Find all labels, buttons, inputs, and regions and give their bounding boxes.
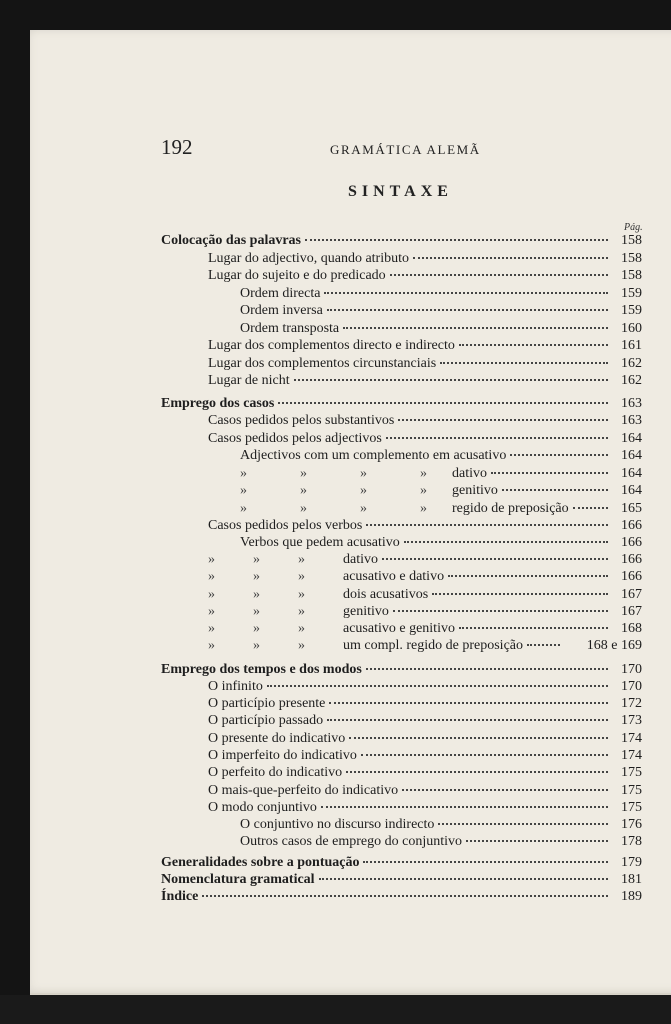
toc-entry [208,696,642,713]
dot-leader [327,719,608,721]
toc-entry [240,535,642,552]
toc-entry [208,356,642,373]
ditto-mark: » [300,466,307,481]
ditto-continuation [208,569,444,585]
toc-entry-label: Casos pedidos pelos adjectivos [208,431,382,446]
toc-entry [240,817,642,834]
toc-entry [161,872,642,889]
ditto-continuation [208,587,428,603]
dot-leader [413,257,608,259]
toc-entry-page: 168 [621,621,642,636]
toc-entry [208,679,642,696]
toc-entry [208,638,642,655]
toc-entry-label: dois acusativos [343,587,429,602]
toc-entry [208,731,642,748]
dot-leader [202,895,608,897]
toc-entry-page: 189 [621,889,642,904]
dot-leader [573,507,608,509]
toc-entry [161,855,642,872]
toc-entry [161,396,642,413]
dot-leader [361,754,608,756]
ditto-continuation [208,638,523,654]
dot-leader [390,274,608,276]
ditto-continuation [208,552,378,568]
toc-entry-page: 160 [621,321,642,336]
toc-entry-label: O imperfeito do indicativo [208,748,357,763]
toc-entry-label: Verbos que pedem acusativo [240,535,400,550]
dot-leader [466,840,608,842]
toc-entry [208,783,642,800]
ditto-mark: » [360,501,367,516]
ditto-mark: » [208,552,215,567]
toc-entry-page: 165 [621,501,642,516]
toc-entry-page: 166 [621,552,642,567]
toc-entry-page: 170 [621,679,642,694]
ditto-mark: » [298,604,305,619]
dot-leader [366,668,608,670]
toc-entry-label: Lugar do sujeito e do predicado [208,268,386,283]
toc-entry-label: Ordem inversa [240,303,323,318]
ditto-mark: » [253,587,260,602]
toc-entry-label: Lugar de nicht [208,373,290,388]
ditto-continuation [208,621,455,637]
ditto-mark: » [360,466,367,481]
toc-entry-label: acusativo e dativo [343,569,445,584]
toc-entry-page: 181 [621,872,642,887]
ditto-mark: » [240,501,247,516]
dot-leader [267,685,608,687]
ditto-mark: » [240,483,247,498]
toc-entry-page: 178 [621,834,642,849]
dot-leader [324,292,608,294]
toc-entry [208,338,642,355]
toc-entry-page: 164 [621,431,642,446]
dot-leader [404,541,608,543]
toc-entry-page: 162 [621,356,642,371]
toc-entry-label: um compl. regido de preposição [343,638,524,653]
toc-entry-page: 167 [621,587,642,602]
toc-entry-label: acusativo e genitivo [343,621,455,636]
toc-entry-label: O infinito [208,679,263,694]
dot-leader [305,239,608,241]
ditto-mark: » [298,638,305,653]
toc-entry-label: O particípio passado [208,713,324,728]
dot-leader [343,327,608,329]
toc-entry [161,889,642,906]
toc-entry-label: O presente do indicativo [208,731,346,746]
ditto-mark: » [253,604,260,619]
toc-entry-label: Adjectivos com um complemento em acusativo [240,448,507,463]
dot-leader [346,771,608,773]
toc-entry [161,233,642,250]
dot-leader [294,379,608,381]
dot-leader [386,437,608,439]
section-title: SINTAXE [348,183,453,200]
toc-entry-page: 164 [621,466,642,481]
toc-entry-page: 161 [621,338,642,353]
toc-entry-page: 167 [621,604,642,619]
toc-entry [240,303,642,320]
toc-entry [208,587,642,604]
ditto-mark: » [298,587,305,602]
ditto-continuation [240,466,487,482]
ditto-mark: » [253,552,260,567]
dot-leader [448,575,608,577]
toc-entry [208,713,642,730]
toc-entry [208,373,642,390]
toc-entry-label: O mais-que-perfeito do indicativo [208,783,399,798]
dot-leader [398,419,608,421]
toc-entry-label: Outros casos de emprego do conjuntivo [240,834,463,849]
toc-entry-page: 164 [621,483,642,498]
dot-leader [402,789,608,791]
toc-entry-label: dativo [452,466,487,481]
dot-leader [393,610,608,612]
toc-entry [240,501,642,518]
ditto-mark: » [208,569,215,584]
ditto-mark: » [298,621,305,636]
ditto-mark: » [253,621,260,636]
toc-entry [208,518,642,535]
toc-entry-page: 168 e 169 [586,638,642,653]
toc-entry [208,604,642,621]
toc-entry [161,662,642,679]
ditto-mark: » [208,621,215,636]
ditto-mark: » [208,587,215,602]
toc-entry-label: dativo [343,552,378,567]
toc-entry [240,448,642,465]
ditto-mark: » [240,466,247,481]
ditto-continuation [240,483,498,499]
ditto-mark: » [300,483,307,498]
toc-entry [240,286,642,303]
dot-leader [349,737,608,739]
toc-entry [208,800,642,817]
toc-entry-page: 158 [621,233,642,248]
dot-leader [459,627,608,629]
dot-leader [510,454,608,456]
dot-leader [321,806,608,808]
toc-entry [208,569,642,586]
dot-leader [438,823,608,825]
toc-entry [208,268,642,285]
toc-entry [208,621,642,638]
toc-entry [240,483,642,500]
ditto-mark: » [420,466,427,481]
toc-entry [208,251,642,268]
toc-entry [208,431,642,448]
toc-entry-page: 175 [621,783,642,798]
toc-entry-label: Casos pedidos pelos verbos [208,518,363,533]
ditto-mark: » [253,638,260,653]
toc-entry-label: O particípio presente [208,696,326,711]
ditto-mark: » [298,552,305,567]
toc-entry-label: Lugar dos complementos directo e indirecto [208,338,455,353]
toc-entry-page: 175 [621,800,642,815]
toc-entry [208,413,642,430]
ditto-mark: » [208,638,215,653]
ditto-continuation [208,604,389,620]
dot-leader [527,644,560,646]
toc-entry-label: regido de preposição [452,501,569,516]
toc-entry-page: 170 [621,662,642,677]
toc-entry-page: 166 [621,535,642,550]
page-column-label: Pág. [624,222,643,233]
toc-entry-label: Lugar do adjectivo, quando atributo [208,251,409,266]
toc-entry-page: 176 [621,817,642,832]
toc-entry-page: 175 [621,765,642,780]
ditto-mark: » [208,604,215,619]
dot-leader [278,402,608,404]
dot-leader [329,702,608,704]
ditto-mark: » [300,501,307,516]
dot-leader [366,524,608,526]
toc-entry-label: Nomenclatura gramatical [161,872,315,887]
ditto-continuation [240,501,569,517]
toc-entry-label: Ordem transposta [240,321,340,336]
dot-leader [432,593,608,595]
dot-leader [502,489,608,491]
running-head: GRAMÁTICA ALEMÃ [330,142,481,157]
toc-entry-page: 158 [621,251,642,266]
toc-entry [240,834,642,851]
toc-entry-label: Lugar dos complementos circunstanciais [208,356,437,371]
ditto-mark: » [360,483,367,498]
page-number: 192 [161,135,193,159]
toc-entry-label: genitivo [452,483,498,498]
toc-entry-label: O perfeito do indicativo [208,765,343,780]
toc-entry-label: genitivo [343,604,389,619]
toc-entry-page: 158 [621,268,642,283]
toc-entry [208,765,642,782]
ditto-mark: » [420,501,427,516]
toc-entry-page: 164 [621,448,642,463]
dot-leader [491,472,608,474]
toc-entry-page: 163 [621,413,642,428]
toc-entry-label: Casos pedidos pelos substantivos [208,413,395,428]
toc-entry-page: 179 [621,855,642,870]
dot-leader [319,878,608,880]
toc-entry-page: 173 [621,713,642,728]
dot-leader [440,362,608,364]
toc-entry-page: 172 [621,696,642,711]
dot-leader [459,344,608,346]
toc-entry-page: 174 [621,748,642,763]
toc-entry-page: 159 [621,286,642,301]
toc-entry-page: 162 [621,373,642,388]
toc-entry-label: O conjuntivo no discurso indirecto [240,817,435,832]
toc-entry [240,466,642,483]
dot-leader [327,309,608,311]
ditto-mark: » [253,569,260,584]
toc-entry [208,552,642,569]
toc-entry [208,748,642,765]
background-edge [0,995,671,1024]
ditto-mark: » [420,483,427,498]
toc-entry-label: O modo conjuntivo [208,800,317,815]
dot-leader [363,861,608,863]
toc-entry-label: Generalidades sobre a pontuação [161,855,360,870]
toc-entry-label: Ordem directa [240,286,321,301]
toc-entry-page: 163 [621,396,642,411]
toc-entry-page: 159 [621,303,642,318]
toc-entry-label: Índice [161,889,199,904]
toc-entry [240,321,642,338]
toc-entry-label: Emprego dos tempos e dos modos [161,662,362,677]
toc-entry-label: Colocação das palavras [161,233,301,248]
toc-entry-page: 166 [621,569,642,584]
toc-entry-page: 166 [621,518,642,533]
toc-entry-page: 174 [621,731,642,746]
ditto-mark: » [298,569,305,584]
dot-leader [382,558,608,560]
toc-entry-label: Emprego dos casos [161,396,275,411]
